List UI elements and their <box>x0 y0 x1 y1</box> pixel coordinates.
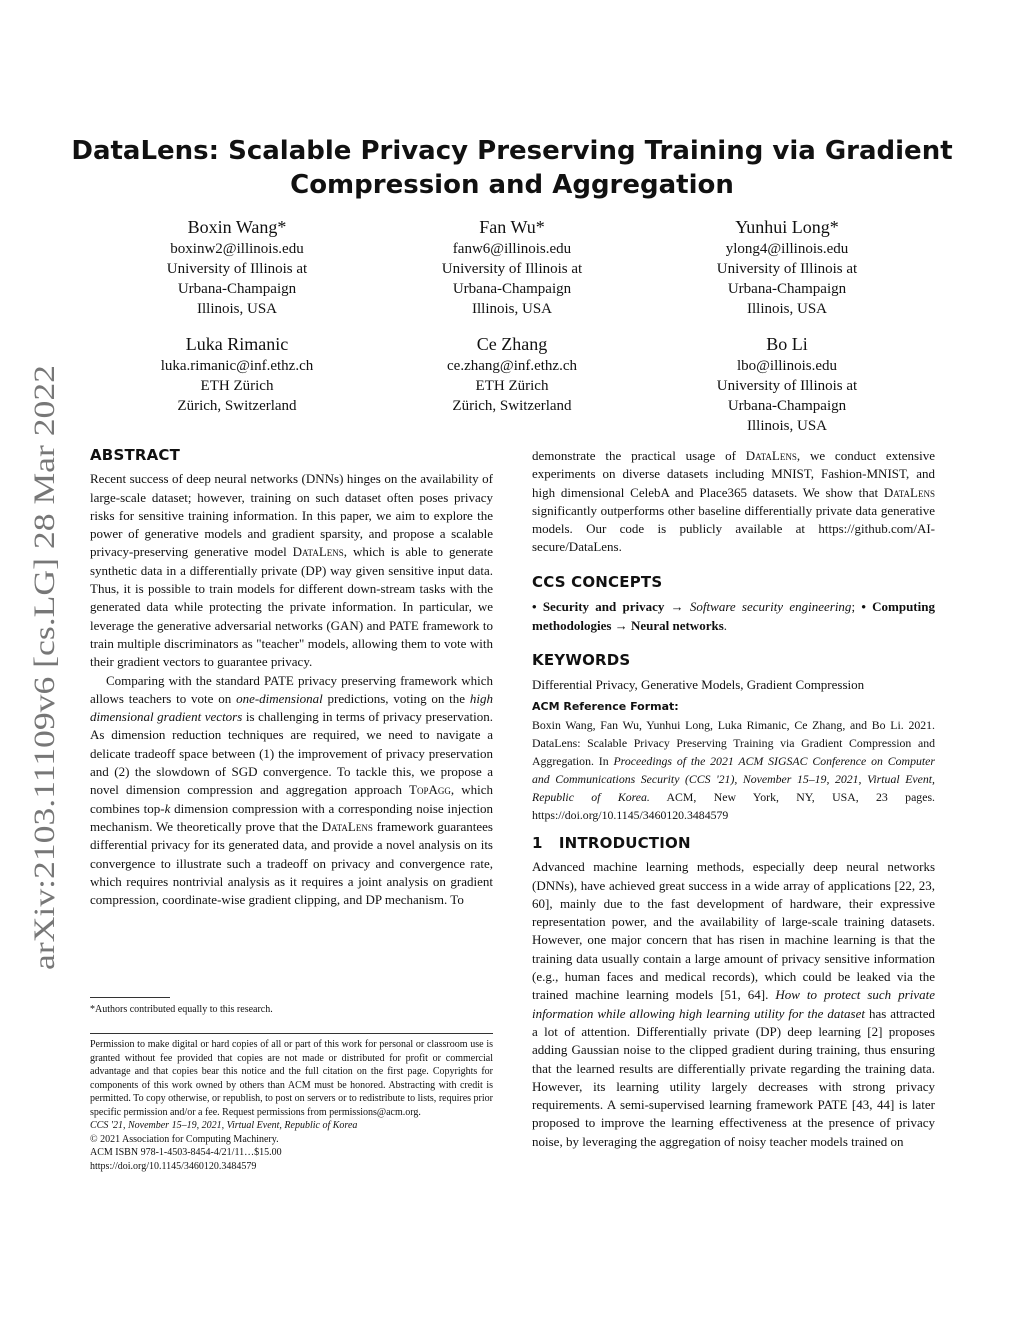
author-affiliation: University of Illinois at <box>166 261 308 277</box>
author-block <box>117 332 357 416</box>
author-name: Luka Rimanic <box>185 334 289 354</box>
author-affiliation: University of Illinois at <box>441 261 583 277</box>
author-name: Bo Li <box>766 334 808 354</box>
author-block <box>117 215 357 319</box>
author-email: ylong4@illinois.edu <box>725 241 849 257</box>
author-email: luka.rimanic@inf.ethz.ch <box>160 358 314 374</box>
keywords-heading: KEYWORDS <box>532 651 631 669</box>
author-name: Ce Zhang <box>476 334 548 354</box>
footnote-rule <box>90 997 170 998</box>
author-email: lbo@illinois.edu <box>736 358 838 374</box>
doi-link[interactable]: https://doi.org/10.1145/3460120.3484579 <box>90 1160 257 1172</box>
abstract-paragraph-1: Recent success of deep neural networks (DNNs) hinges on the availability of large-scale dataset; however, training on such dataset often poses privacy risks for sensitive training information. In this paper, we aim to explore the power of generative models and gradient sparsity, and propose a scalable privacy-preserving generative model DataLens, which is able to generate synthetic data in a differentially private (DP) way given sensitive input data. Thus, it is possible to train models for different down-stream tasks with the generated data while protecting the private information. In particular, we leverage the generative adversarial networks (GAN) and PATE framework to train multiple discriminators as "teacher" models, allowing them to vote with their gradient vectors to guarantee privacy. <box>90 471 493 670</box>
author-affiliation: Urbana-Champaign <box>727 398 847 414</box>
author-affiliation: Urbana-Champaign <box>452 281 572 297</box>
introduction-paragraph: Advanced machine learning methods, especially deep neural networks (DNNs), have achieved great success in a wide array of applications [22, 23, 60], mainly due to the fast development of hardware, their expressive representation power, and the availability of large-scale training datasets. However, one major concern that has risen in machine learning is that the training data usually contain a large amount of privacy sensitive information (e.g., human faces and medical records), which could be leaked via the trained machine learning models [51, 64]. How to protect such private information while allowing high learning utility for the dataset has attracted a lot of attention. Differentially private (DP) deep learning [2] proposes adding Gaussian noise to the clipped gradient during training, thus ensuring that the learned results are differentially private regarding the training data. However, its learning utility largely decreases with strong privacy requirements. A semi-supervised learning framework PATE [43, 44] is later proposed to improve the learning effectiveness at the presence of privacy noise, by leveraging the aggregation of noisy teacher models trained on <box>532 859 935 1149</box>
author-name: Fan Wu* <box>479 217 545 237</box>
ccs-section <box>532 573 935 635</box>
author-block <box>667 215 907 319</box>
datalens-name: DataLens <box>321 818 373 834</box>
author-block <box>392 332 632 416</box>
arxiv-stamp-svg <box>10 350 70 980</box>
author-email: boxinw2@illinois.edu <box>170 241 304 257</box>
abstract-section <box>90 446 493 909</box>
acm-reference-text: Boxin Wang, Fan Wu, Yunhui Long, Luka Rimanic, Ce Zhang, and Bo Li. 2021. DataLens: Scalable Privacy Preserving Training via Gradient Compression and Aggregation. In Proceedings of the 2021 ACM SIGSAC Conference on Computer and Communications Security (CCS '21), November 15–19, 2021, Virtual Event, Republic of Korea. ACM, New York, NY, USA, 23 pages. https://doi.org/10.1145/3460120.3484579 <box>532 718 935 822</box>
author-block <box>667 332 907 436</box>
keywords-text: Differential Privacy, Generative Models, Gradient Compression <box>532 677 865 693</box>
author-footnote: *Authors contributed equally to this research. <box>90 1004 273 1015</box>
abstract-continuation <box>532 447 935 557</box>
introduction-section <box>532 834 935 1151</box>
permission-block <box>90 1038 493 1173</box>
datalens-name: DataLens <box>292 544 344 560</box>
acm-reference-heading: ACM Reference Format: <box>532 700 679 713</box>
acm-reference-section <box>532 698 935 824</box>
author-location: Illinois, USA <box>746 418 827 434</box>
author-affiliation: University of Illinois at <box>716 261 858 277</box>
author-affiliation: ETH Zürich <box>200 378 274 394</box>
author-name: Yunhui Long* <box>735 217 839 237</box>
author-email: fanw6@illinois.edu <box>452 241 572 257</box>
author-email: ce.zhang@inf.ethz.ch <box>447 358 577 374</box>
conference-line: CCS '21, November 15–19, 2021, Virtual Event, Republic of Korea <box>90 1120 358 1131</box>
author-location: Zürich, Switzerland <box>452 398 572 414</box>
introduction-heading: 1 INTRODUCTION <box>532 834 691 852</box>
author-location: Illinois, USA <box>196 301 277 317</box>
arxiv-id: arXiv:2103.11109v6 [cs.LG] 28 Mar 2022 <box>28 460 61 970</box>
author-affiliation: Urbana-Champaign <box>727 281 847 297</box>
keywords-section <box>532 651 935 695</box>
title-line-1: DataLens: Scalable Privacy Preserving Training via Gradient <box>71 136 953 166</box>
abstract-paragraph-2: Comparing with the standard PATE privacy preserving framework which allows teachers to vote on one-dimensional predictions, voting on the high dimensional gradient vectors is challenging in terms of privacy preservation. As dimension reduction techniques are required, we need to navigate a delicate tradeoff space between (1) the improvement of privacy preservation and (2) the slowdown of SGD convergence. To tackle this, we propose a novel dimension compression and aggregation approach TopAgg, which combines top-k dimension compression with a corresponding noise injection mechanism. We theoretically prove that the DataLens framework guarantees differential privacy for its generated data, and provide a novel analysis on its convergence to illustrate such a tradeoff on privacy and convergence rate, which requires nontrivial analysis as it requires a joint analysis on gradient compression, coordinate-wise gradient clipping, and DP mechanism. To <box>90 672 494 908</box>
author-location: Zürich, Switzerland <box>177 398 297 414</box>
author-affiliation: ETH Zürich <box>475 378 549 394</box>
ccs-concepts: • Security and privacy → Software security engineering; • Computing methodologies → Neural networks. <box>532 599 935 633</box>
datalens-name: DataLens <box>883 484 935 500</box>
paper-title <box>70 134 954 202</box>
copyright-line: © 2021 Association for Computing Machinery. <box>90 1133 279 1145</box>
author-name: Boxin Wang* <box>187 217 287 237</box>
abstract-paragraph-continued: demonstrate the practical usage of DataLens, we conduct extensive experiments on diverse datasets including MNIST, Fashion-MNIST, and high dimensional CelebA and Place365 datasets. We show that DataLens significantly outperforms other baseline differentially private data generative models. Our code is publicly available at https://github.com/AI-secure/DataLens. <box>532 448 935 555</box>
ccs-heading: CCS CONCEPTS <box>532 573 663 591</box>
title-line-2: Compression and Aggregation <box>290 170 734 200</box>
author-block <box>392 215 632 319</box>
author-location: Illinois, USA <box>471 301 552 317</box>
permission-rule <box>90 1033 493 1034</box>
author-affiliation: Urbana-Champaign <box>177 281 297 297</box>
datalens-name: DataLens <box>745 448 797 463</box>
author-location: Illinois, USA <box>746 301 827 317</box>
topagg-name: TopAgg <box>409 782 451 798</box>
arxiv-stamp <box>10 350 70 980</box>
author-affiliation: University of Illinois at <box>716 378 858 394</box>
permission-text: Permission to make digital or hard copies of all or part of this work for personal or classroom use is granted without fee provided that copies are not made or distributed for profit or commercial advantage and that copies bear this notice and the full citation on the first page. Copyrights for components of this work owned by others than ACM must be honored. Abstracting with credit is permitted. To copy otherwise, or republish, to post on servers or to redistribute to lists, requires prior specific permission and/or a fee. Request permissions from permissions@acm.org. <box>90 1039 493 1118</box>
abstract-heading: ABSTRACT <box>90 446 181 464</box>
isbn-line: ACM ISBN 978-1-4503-8454-4/21/11…$15.00 <box>90 1147 282 1158</box>
